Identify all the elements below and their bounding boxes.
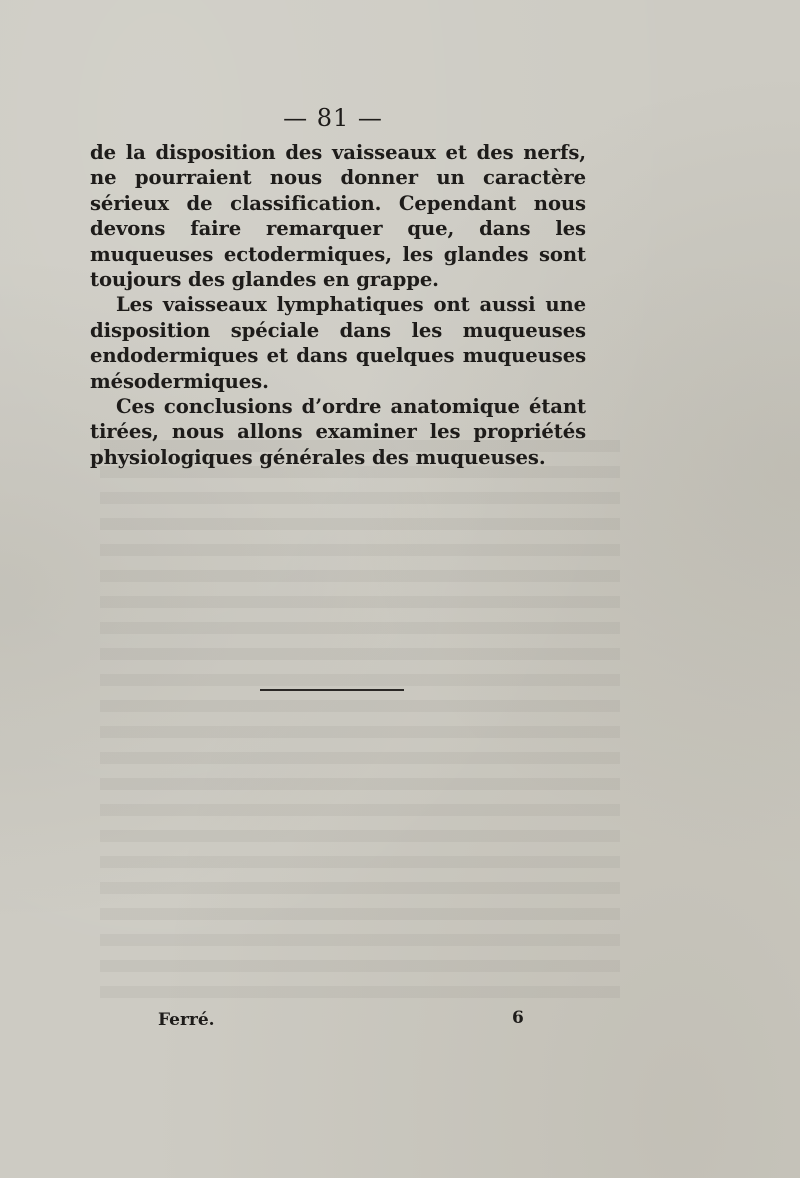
paragraph-2: Les vaisseaux lymphatiques ont aussi une disposition spéciale dans les muqueuses endodermiques et dans quelques muqueuses mésodermiques. (90, 293, 586, 393)
footer-signature: Ferré. (158, 1010, 215, 1030)
footer-sheet-number: 6 (512, 1008, 524, 1028)
body-text (90, 140, 586, 470)
section-divider-rule (260, 689, 404, 691)
page-number-header: — 81 — (283, 104, 383, 132)
paragraph-3: Ces conclusions d’ordre anatomique étant tirées, nous allons examiner les propriétés physiologiques générales des muqueuses. (90, 395, 586, 469)
paragraph-1: de la disposition des vaisseaux et des nerfs, ne pourraient nous donner un caractère sérieux de classification. Cependant nous devons faire remarquer que, dans les muqueuses ectodermiques, les glandes sont toujours des glandes en grappe. (90, 141, 586, 292)
show-through-texture (100, 440, 620, 1000)
